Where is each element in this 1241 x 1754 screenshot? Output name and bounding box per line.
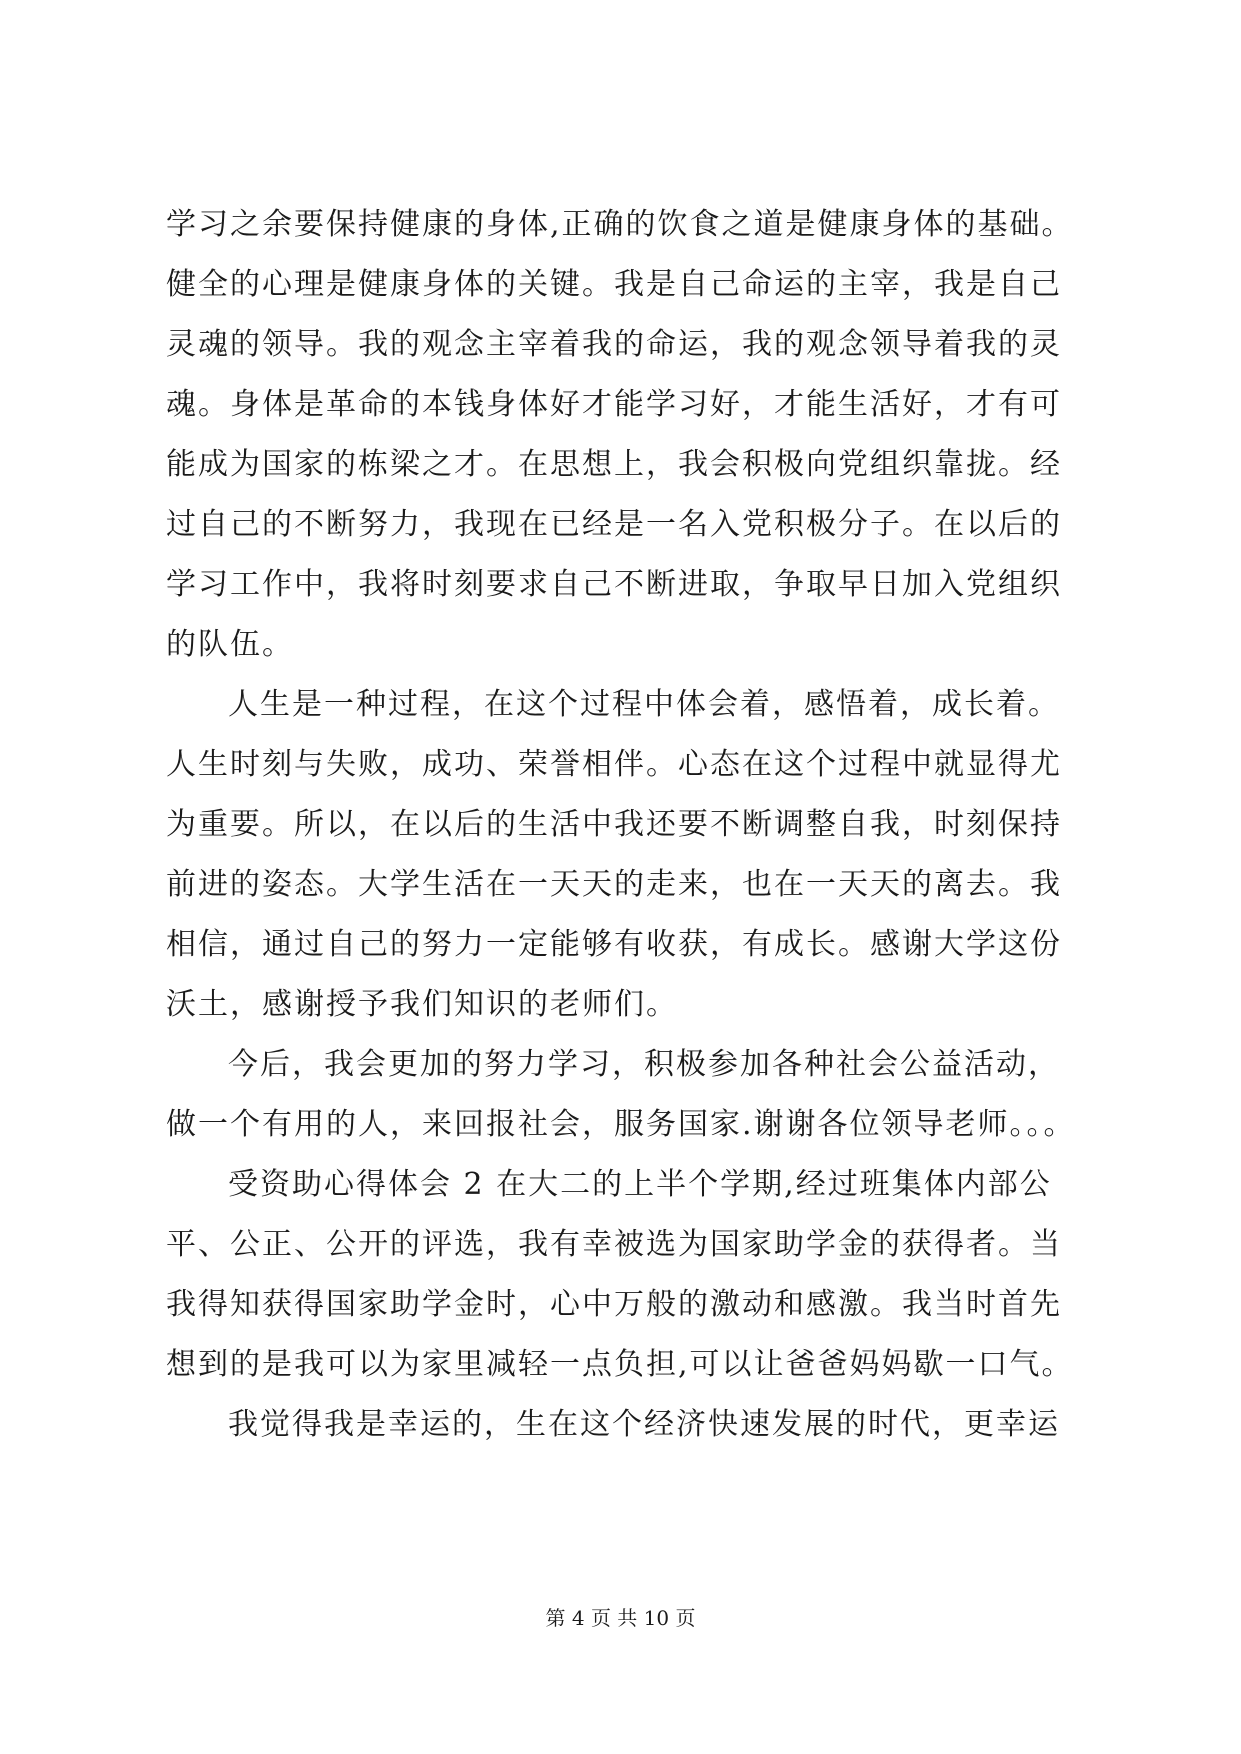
text-line-2: 健全的心理是健康身体的关键。我是自己命运的主宰，我是自己: [166, 267, 1062, 302]
text-line-18: 平、公正、公开的评选，我有幸被选为国家助学金的获得者。当: [166, 1227, 1062, 1262]
text-line-6: 过自己的不断努力，我现在已经是一名入党积极分子。在以后的: [166, 507, 1062, 542]
paragraph-5-start: 我觉得我是幸运的，生在这个经济快速发展的时代，更幸运: [228, 1407, 1060, 1442]
paragraph-2-start: 人生是一种过程，在这个过程中体会着，感悟着，成长着。: [228, 687, 1060, 722]
text-line-11: 为重要。所以，在以后的生活中我还要不断调整自我，时刻保持: [166, 807, 1062, 842]
text-line-20: 想到的是我可以为家里减轻一点负担,可以让爸爸妈妈歇一口气。: [166, 1347, 1074, 1382]
text-line-7: 学习工作中，我将时刻要求自己不断进取，争取早日加入党组织: [166, 567, 1062, 602]
text-line-10: 人生时刻与失败，成功、荣誉相伴。心态在这个过程中就显得尤: [166, 747, 1062, 782]
text-line-8: 的队伍。: [166, 627, 294, 662]
text-line-1: 学习之余要保持健康的身体,正确的饮食之道是健康身体的基础。: [166, 207, 1074, 242]
text-line-5: 能成为国家的栋梁之才。在思想上，我会积极向党组织靠拢。经: [166, 447, 1062, 482]
text-line-16: 做一个有用的人，来回报社会，服务国家.谢谢各位领导老师。。。: [166, 1107, 1076, 1142]
text-line-4: 魂。身体是革命的本钱身体好才能学习好，才能生活好，才有可: [166, 387, 1062, 422]
page-number-footer: 第 4 页 共 10 页: [545, 1606, 696, 1630]
text-line-19: 我得知获得国家助学金时，心中万般的激动和感激。我当时首先: [166, 1287, 1062, 1322]
paragraph-3-start: 今后，我会更加的努力学习，积极参加各种社会公益活动，: [228, 1047, 1060, 1082]
text-line-3: 灵魂的领导。我的观念主宰着我的命运，我的观念领导着我的灵: [166, 327, 1062, 362]
text-line-14: 沃土，感谢授予我们知识的老师们。: [166, 987, 678, 1022]
text-line-13: 相信，通过自己的努力一定能够有收获，有成长。感谢大学这份: [166, 927, 1062, 962]
text-line-12: 前进的姿态。大学生活在一天天的走来，也在一天天的离去。我: [166, 867, 1062, 902]
paragraph-4-start: 受资助心得体会 2 在大二的上半个学期,经过班集体内部公: [228, 1167, 1052, 1202]
